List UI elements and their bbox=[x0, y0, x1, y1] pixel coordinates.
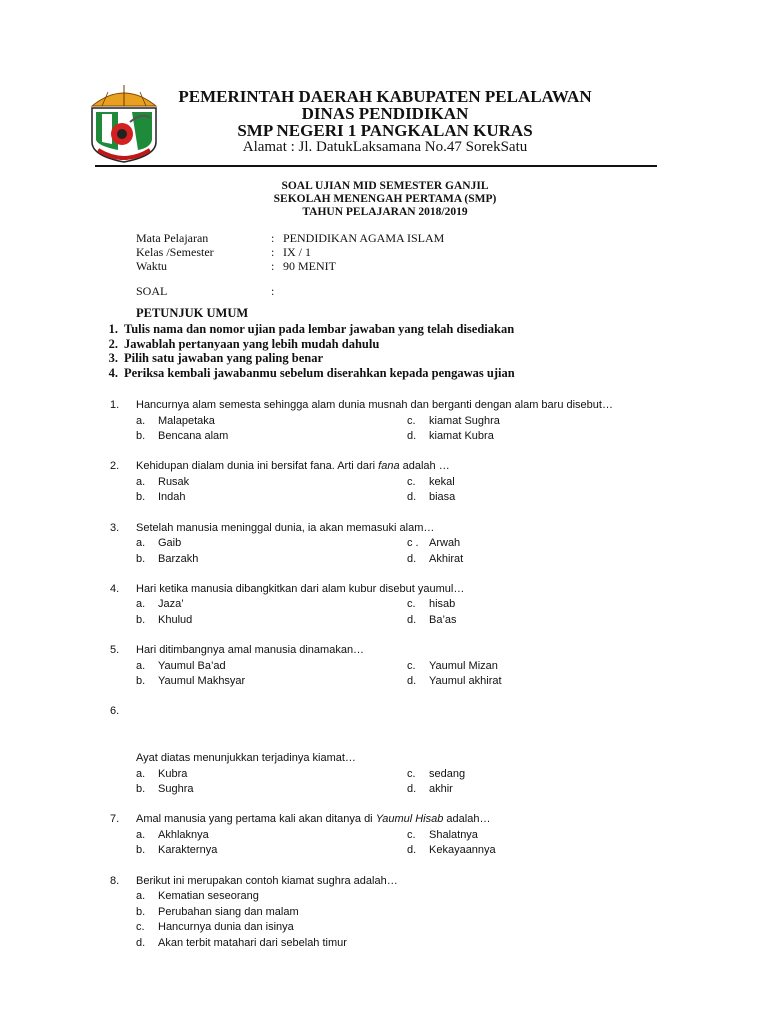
question-7 bbox=[110, 812, 710, 859]
answer-option bbox=[407, 490, 607, 506]
answer-option bbox=[407, 843, 607, 859]
info-label: Mata Pelajaran bbox=[136, 231, 209, 245]
option-text: Kematian seseorang bbox=[158, 890, 259, 903]
option-text: Karakternya bbox=[158, 844, 218, 857]
info-row bbox=[136, 284, 283, 298]
option-text: Yaumul Mizan bbox=[429, 659, 498, 672]
info-value: 90 MENIT bbox=[283, 259, 336, 273]
answer-option bbox=[407, 475, 607, 491]
question-6 bbox=[110, 704, 710, 797]
instruction-number: 3. bbox=[108, 351, 118, 366]
option-text: Yaumul Makhsyar bbox=[158, 675, 246, 688]
answer-option bbox=[136, 597, 407, 613]
answer-options bbox=[110, 536, 710, 567]
option-text: hisab bbox=[429, 598, 456, 611]
question-number: 8. bbox=[110, 874, 120, 887]
question-number: 4. bbox=[110, 582, 120, 595]
answer-option bbox=[407, 597, 607, 613]
answer-options bbox=[110, 659, 710, 690]
option-text: Akan terbit matahari dari sebelah timur bbox=[158, 936, 347, 949]
option-letter: a. bbox=[136, 414, 146, 427]
header-department: DINAS PENDIDIKAN bbox=[301, 104, 469, 123]
option-text: Rusak bbox=[158, 475, 190, 488]
question-number: 3. bbox=[110, 521, 120, 534]
question-text-line bbox=[110, 521, 710, 537]
answer-option bbox=[407, 429, 607, 445]
answer-options bbox=[110, 828, 710, 859]
option-text: Malapetaka bbox=[158, 414, 215, 427]
option-text: kekal bbox=[429, 475, 455, 488]
question-image-placeholder bbox=[110, 720, 710, 751]
instruction-text: Jawablah pertanyaan yang lebih mudah dahulu bbox=[124, 336, 380, 351]
option-letter: d. bbox=[136, 936, 146, 949]
question-text: Kehidupan dialam dunia ini bersifat fana. Arti dari bbox=[136, 460, 379, 473]
option-letter: d. bbox=[407, 614, 417, 627]
info-value: PENDIDIKAN AGAMA ISLAM bbox=[283, 231, 445, 245]
instruction-item bbox=[96, 337, 515, 352]
option-text: Bencana alam bbox=[158, 430, 229, 443]
question-italic-term: Yaumul Hisab bbox=[375, 813, 444, 826]
question-number: 2. bbox=[110, 460, 120, 473]
option-text: Jaza’ bbox=[158, 598, 184, 611]
answer-options bbox=[110, 889, 710, 951]
option-text: Shalatnya bbox=[429, 828, 478, 841]
answer-option bbox=[407, 659, 607, 675]
option-letter: c. bbox=[407, 414, 416, 427]
option-letter: b. bbox=[136, 491, 146, 504]
instruction-number: 4. bbox=[108, 366, 118, 381]
option-letter: c. bbox=[407, 598, 416, 611]
question-1 bbox=[110, 398, 710, 445]
answer-option bbox=[136, 828, 407, 844]
info-value: IX / 1 bbox=[283, 245, 311, 259]
question-text: Hari ketika manusia dibangkitkan dari alam kubur disebut yaumul… bbox=[136, 582, 465, 595]
answer-option bbox=[407, 536, 607, 552]
option-text: Ba’as bbox=[429, 614, 457, 627]
option-letter: c. bbox=[407, 475, 416, 488]
option-text: Akhlaknya bbox=[158, 828, 209, 841]
info-separator: : bbox=[271, 231, 275, 245]
answer-option bbox=[407, 782, 607, 798]
question-text: Setelah manusia meninggal dunia, ia akan memasuki alam… bbox=[136, 521, 435, 534]
option-text: Akhirat bbox=[429, 552, 464, 565]
option-letter: b. bbox=[136, 783, 146, 796]
option-letter: a. bbox=[136, 890, 146, 903]
question-text-line bbox=[110, 704, 710, 720]
option-letter: a. bbox=[136, 598, 146, 611]
info-label: SOAL bbox=[136, 284, 168, 298]
instruction-item bbox=[96, 322, 515, 337]
answer-option bbox=[136, 429, 407, 445]
header-school: SMP NEGERI 1 PANGKALAN KURAS bbox=[237, 121, 533, 140]
instructions-list bbox=[96, 322, 515, 381]
option-text: Gaib bbox=[158, 537, 182, 550]
question-prompt: Ayat diatas menunjukkan terjadinya kiamat… bbox=[136, 752, 356, 764]
answer-option bbox=[136, 552, 407, 568]
instruction-item bbox=[96, 351, 515, 366]
answer-option bbox=[407, 414, 607, 430]
option-letter: b. bbox=[136, 905, 146, 918]
answer-options bbox=[110, 414, 710, 445]
option-letter: d. bbox=[407, 844, 417, 857]
info-row bbox=[136, 245, 311, 259]
instruction-text: Periksa kembali jawabanmu sebelum diserahkan kepada pengawas ujian bbox=[124, 366, 515, 381]
answer-option bbox=[407, 828, 607, 844]
option-text: Yaumul akhirat bbox=[429, 675, 502, 688]
answer-option bbox=[136, 889, 536, 905]
option-text: akhir bbox=[429, 783, 453, 796]
option-letter: a. bbox=[136, 537, 146, 550]
question-number: 1. bbox=[110, 399, 120, 411]
option-text: Indah bbox=[158, 491, 186, 504]
info-label: Kelas /Semester bbox=[136, 245, 214, 259]
option-text: Barzakh bbox=[158, 552, 199, 565]
option-letter: b. bbox=[136, 552, 146, 565]
question-text: Berikut ini merupakan contoh kiamat sughra adalah… bbox=[136, 874, 398, 887]
question-2 bbox=[110, 459, 710, 506]
instruction-text: Pilih satu jawaban yang paling benar bbox=[124, 351, 324, 366]
option-letter: d. bbox=[407, 783, 417, 796]
question-text-end: adalah… bbox=[443, 813, 491, 826]
instruction-text: Tulis nama dan nomor ujian pada lembar jawaban yang telah disediakan bbox=[124, 322, 515, 336]
question-number: 7. bbox=[110, 813, 120, 826]
answer-options bbox=[110, 597, 710, 628]
option-text: biasa bbox=[429, 491, 456, 504]
question-text-line bbox=[110, 459, 710, 475]
option-text: Kubra bbox=[158, 767, 188, 780]
option-text: Khulud bbox=[158, 614, 193, 627]
answer-option bbox=[136, 767, 407, 783]
header-government: PEMERINTAH DAERAH KABUPATEN PELALAWAN bbox=[178, 87, 592, 106]
question-5 bbox=[110, 643, 710, 690]
option-text: Hancurnya dunia dan isinya bbox=[158, 921, 294, 934]
option-letter: c. bbox=[407, 828, 416, 841]
option-letter: d. bbox=[407, 430, 417, 443]
info-row bbox=[136, 259, 336, 273]
option-text: kiamat Kubra bbox=[429, 430, 494, 443]
question-text: Amal manusia yang pertama kali akan ditanya di bbox=[136, 813, 376, 826]
info-separator: : bbox=[271, 259, 275, 273]
option-text: Kekayaannya bbox=[429, 844, 496, 857]
answer-option bbox=[136, 414, 407, 430]
question-4 bbox=[110, 582, 710, 629]
header-address: Alamat : Jl. DatukLaksamana No.47 SorekSatu bbox=[242, 139, 528, 155]
question-text: Hancurnya alam semesta sehingga alam dunia musnah dan berganti dengan alam baru disebut… bbox=[136, 399, 613, 411]
answer-option bbox=[407, 674, 607, 690]
instruction-number: 2. bbox=[108, 336, 118, 351]
option-letter: b. bbox=[136, 614, 146, 627]
question-text-line bbox=[110, 812, 710, 828]
exam-year: TAHUN PELAJARAN 2018/2019 bbox=[302, 206, 468, 218]
instruction-item bbox=[96, 366, 515, 381]
answer-options bbox=[110, 767, 710, 798]
instructions-heading: PETUNJUK UMUM bbox=[136, 306, 249, 320]
option-text: Perubahan siang dan malam bbox=[158, 905, 299, 918]
kabupaten-pelalawan-logo bbox=[88, 82, 160, 164]
option-letter: a. bbox=[136, 767, 146, 780]
info-separator: : bbox=[271, 245, 275, 259]
question-text-end: adalah … bbox=[399, 460, 450, 473]
option-letter: b. bbox=[136, 844, 146, 857]
option-letter: c . bbox=[407, 537, 419, 550]
answer-option bbox=[136, 905, 536, 921]
answer-option bbox=[136, 674, 407, 690]
exam-title: SOAL UJIAN MID SEMESTER GANJIL bbox=[281, 180, 489, 192]
info-row bbox=[136, 231, 444, 245]
info-separator: : bbox=[271, 284, 275, 298]
answer-option bbox=[136, 659, 407, 675]
question-italic-term: fana bbox=[378, 460, 400, 473]
option-letter: d. bbox=[407, 552, 417, 565]
option-letter: c. bbox=[407, 767, 416, 780]
option-letter: a. bbox=[136, 828, 146, 841]
header-divider bbox=[95, 165, 657, 167]
instruction-number: 1. bbox=[108, 322, 118, 336]
answer-option bbox=[136, 475, 407, 491]
answer-option bbox=[136, 613, 407, 629]
question-text-line bbox=[110, 643, 710, 659]
info-label: Waktu bbox=[136, 259, 168, 273]
answer-option bbox=[136, 920, 536, 936]
answer-option bbox=[136, 782, 407, 798]
question-3 bbox=[110, 521, 710, 568]
question-number: 5. bbox=[110, 644, 120, 657]
answer-option bbox=[136, 936, 536, 952]
option-letter: d. bbox=[407, 675, 417, 688]
answer-options bbox=[110, 475, 710, 506]
answer-option bbox=[136, 536, 407, 552]
answer-option bbox=[407, 552, 607, 568]
answer-option bbox=[136, 843, 407, 859]
question-number: 6. bbox=[110, 705, 120, 718]
question-text-line bbox=[110, 582, 710, 598]
option-letter: b. bbox=[136, 675, 146, 688]
option-text: Arwah bbox=[429, 537, 461, 550]
question-8 bbox=[110, 874, 710, 952]
question-text-line bbox=[110, 398, 710, 414]
answer-option bbox=[136, 490, 407, 506]
option-letter: c. bbox=[136, 921, 145, 934]
option-letter: c. bbox=[407, 659, 416, 672]
question-text: Hari ditimbangnya amal manusia dinamakan… bbox=[136, 644, 365, 657]
question-list bbox=[110, 398, 710, 966]
question-text-line bbox=[110, 874, 710, 890]
option-text: kiamat Sughra bbox=[429, 414, 500, 427]
option-letter: b. bbox=[136, 430, 146, 443]
option-text: sedang bbox=[429, 767, 466, 780]
exam-school-level: SEKOLAH MENENGAH PERTAMA (SMP) bbox=[273, 193, 497, 205]
answer-option bbox=[407, 767, 607, 783]
option-letter: a. bbox=[136, 475, 146, 488]
option-text: Sughra bbox=[158, 783, 194, 796]
option-letter: a. bbox=[136, 659, 146, 672]
answer-option bbox=[407, 613, 607, 629]
option-text: Yaumul Ba’ad bbox=[158, 659, 226, 672]
option-letter: d. bbox=[407, 491, 417, 504]
